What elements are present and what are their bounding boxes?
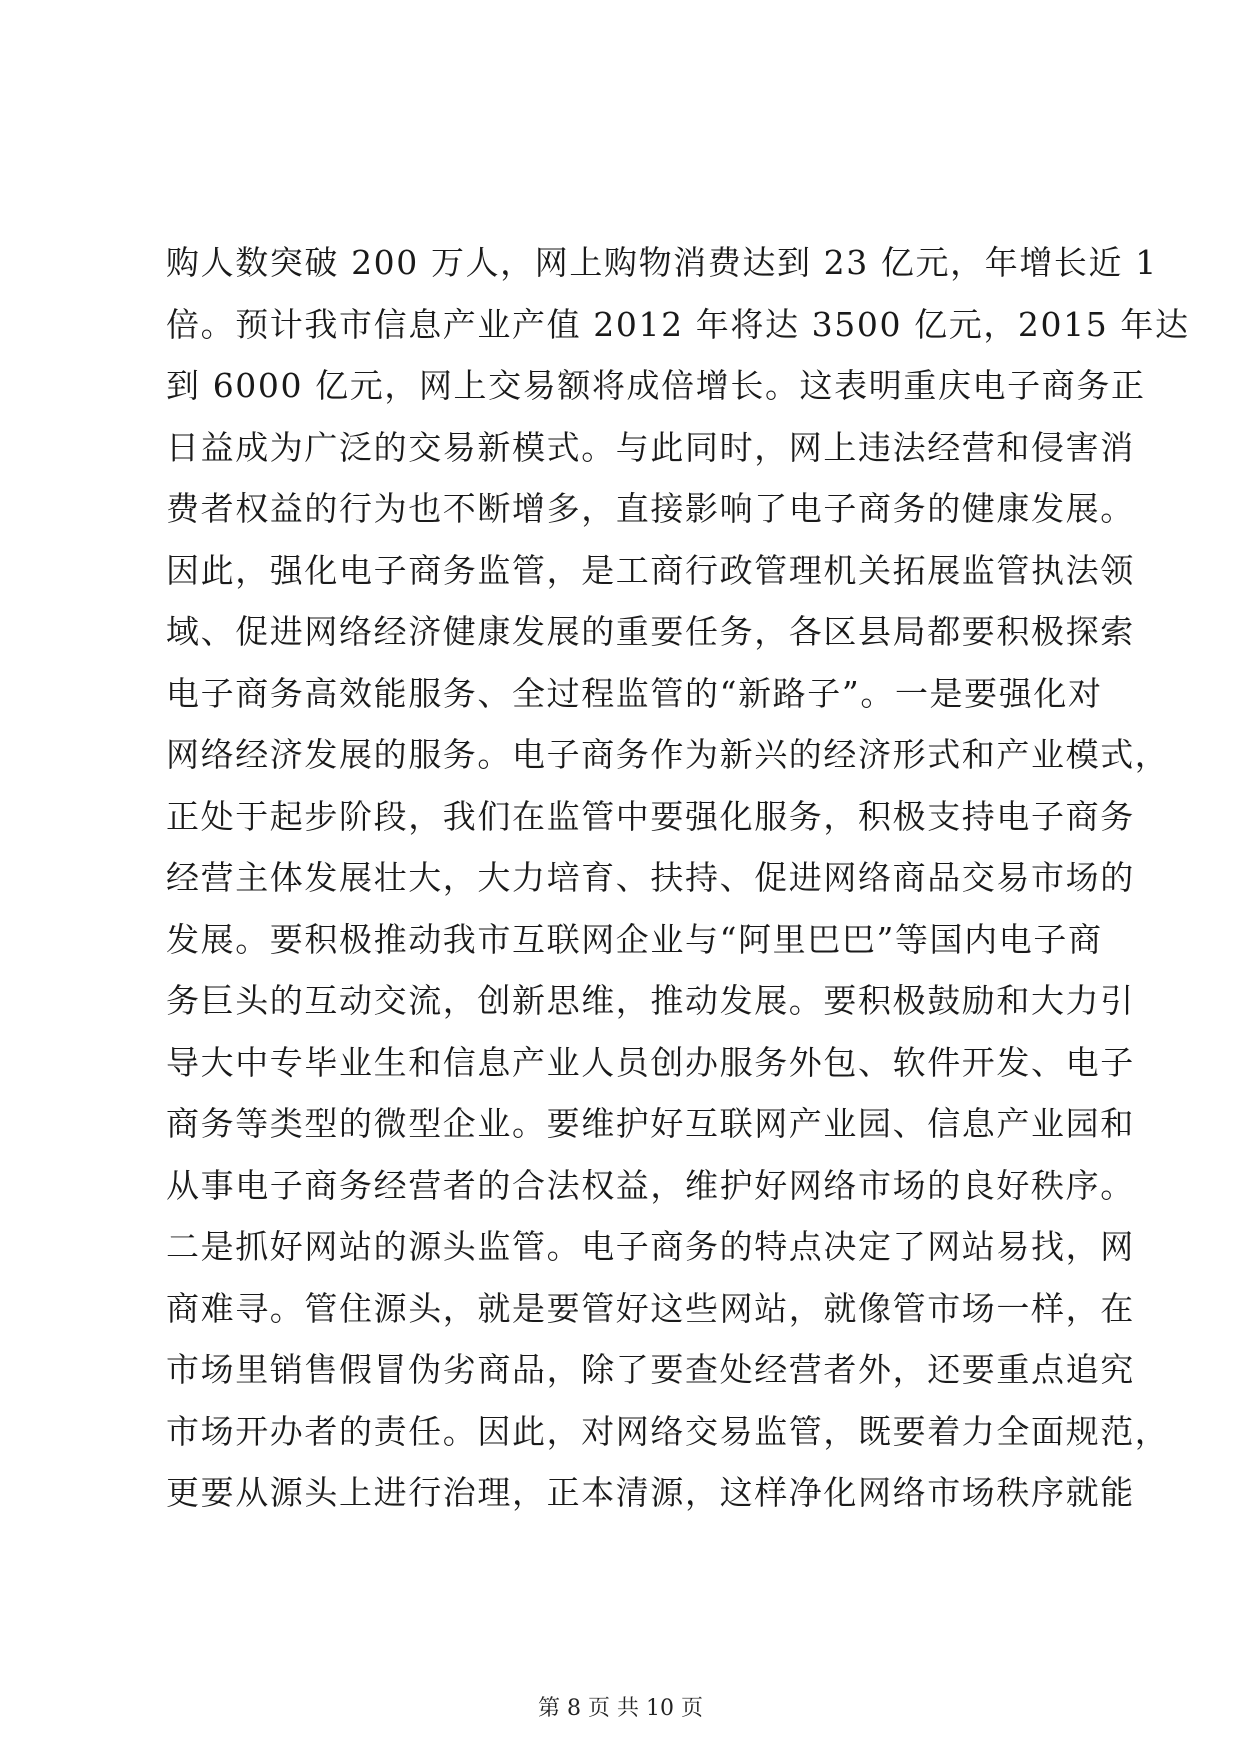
text-line: 市场开办者的责任。因此，对网络交易监管，既要着力全面规范， (166, 1411, 1170, 1451)
text-line: 经营主体发展壮大，大力培育、扶持、促进网络商品交易市场的 (166, 858, 1135, 897)
text-line: 务巨头的互动交流，创新思维，推动发展。要积极鼓励和大力引 (166, 981, 1135, 1020)
text-line: 电子商务高效能服务、全过程监管的“新路子”。一是要强化对 (166, 673, 1103, 713)
text-line: 购人数突破 200 万人，网上购物消费达到 23 亿元，年增长近 1 (166, 243, 1158, 282)
text-line: 发展。要积极推动我市互联网企业与“阿里巴巴”等国内电子商 (166, 919, 1103, 959)
page-footer (0, 1694, 1241, 1724)
text-line: 费者权益的行为也不断增多，直接影响了电子商务的健康发展。 (166, 489, 1135, 528)
text-line: 日益成为广泛的交易新模式。与此同时，网上违法经营和侵害消 (166, 427, 1135, 467)
page-number: 第 8 页 共 10 页 (538, 1696, 703, 1721)
text-line: 更要从源头上进行治理，正本清源，这样净化网络市场秩序就能 (166, 1473, 1135, 1512)
text-line: 二是抓好网站的源头监管。电子商务的特点决定了网站易找，网 (166, 1227, 1135, 1266)
text-line: 因此，强化电子商务监管，是工商行政管理机关拓展监管执法领 (166, 550, 1135, 590)
body-text (166, 232, 1190, 1524)
text-line: 正处于起步阶段，我们在监管中要强化服务，积极支持电子商务 (166, 796, 1135, 836)
text-line: 域、促进网络经济健康发展的重要任务，各区县局都要积极探索 (166, 612, 1135, 651)
text-line: 网络经济发展的服务。电子商务作为新兴的经济形式和产业模式， (166, 735, 1170, 774)
text-line: 商难寻。管住源头，就是要管好这些网站，就像管市场一样，在 (166, 1288, 1135, 1328)
text-line: 倍。预计我市信息产业产值 2012 年将达 3500 亿元，2015 年达 (166, 304, 1190, 344)
text-line: 商务等类型的微型企业。要维护好互联网产业园、信息产业园和 (166, 1104, 1135, 1143)
text-line: 到 6000 亿元，网上交易额将成倍增长。这表明重庆电子商务正 (166, 366, 1146, 405)
text-line: 从事电子商务经营者的合法权益，维护好网络市场的良好秩序。 (166, 1165, 1135, 1205)
text-line: 导大中专毕业生和信息产业人员创办服务外包、软件开发、电子 (166, 1042, 1135, 1082)
text-line: 市场里销售假冒伪劣商品，除了要查处经营者外，还要重点追究 (166, 1350, 1135, 1389)
